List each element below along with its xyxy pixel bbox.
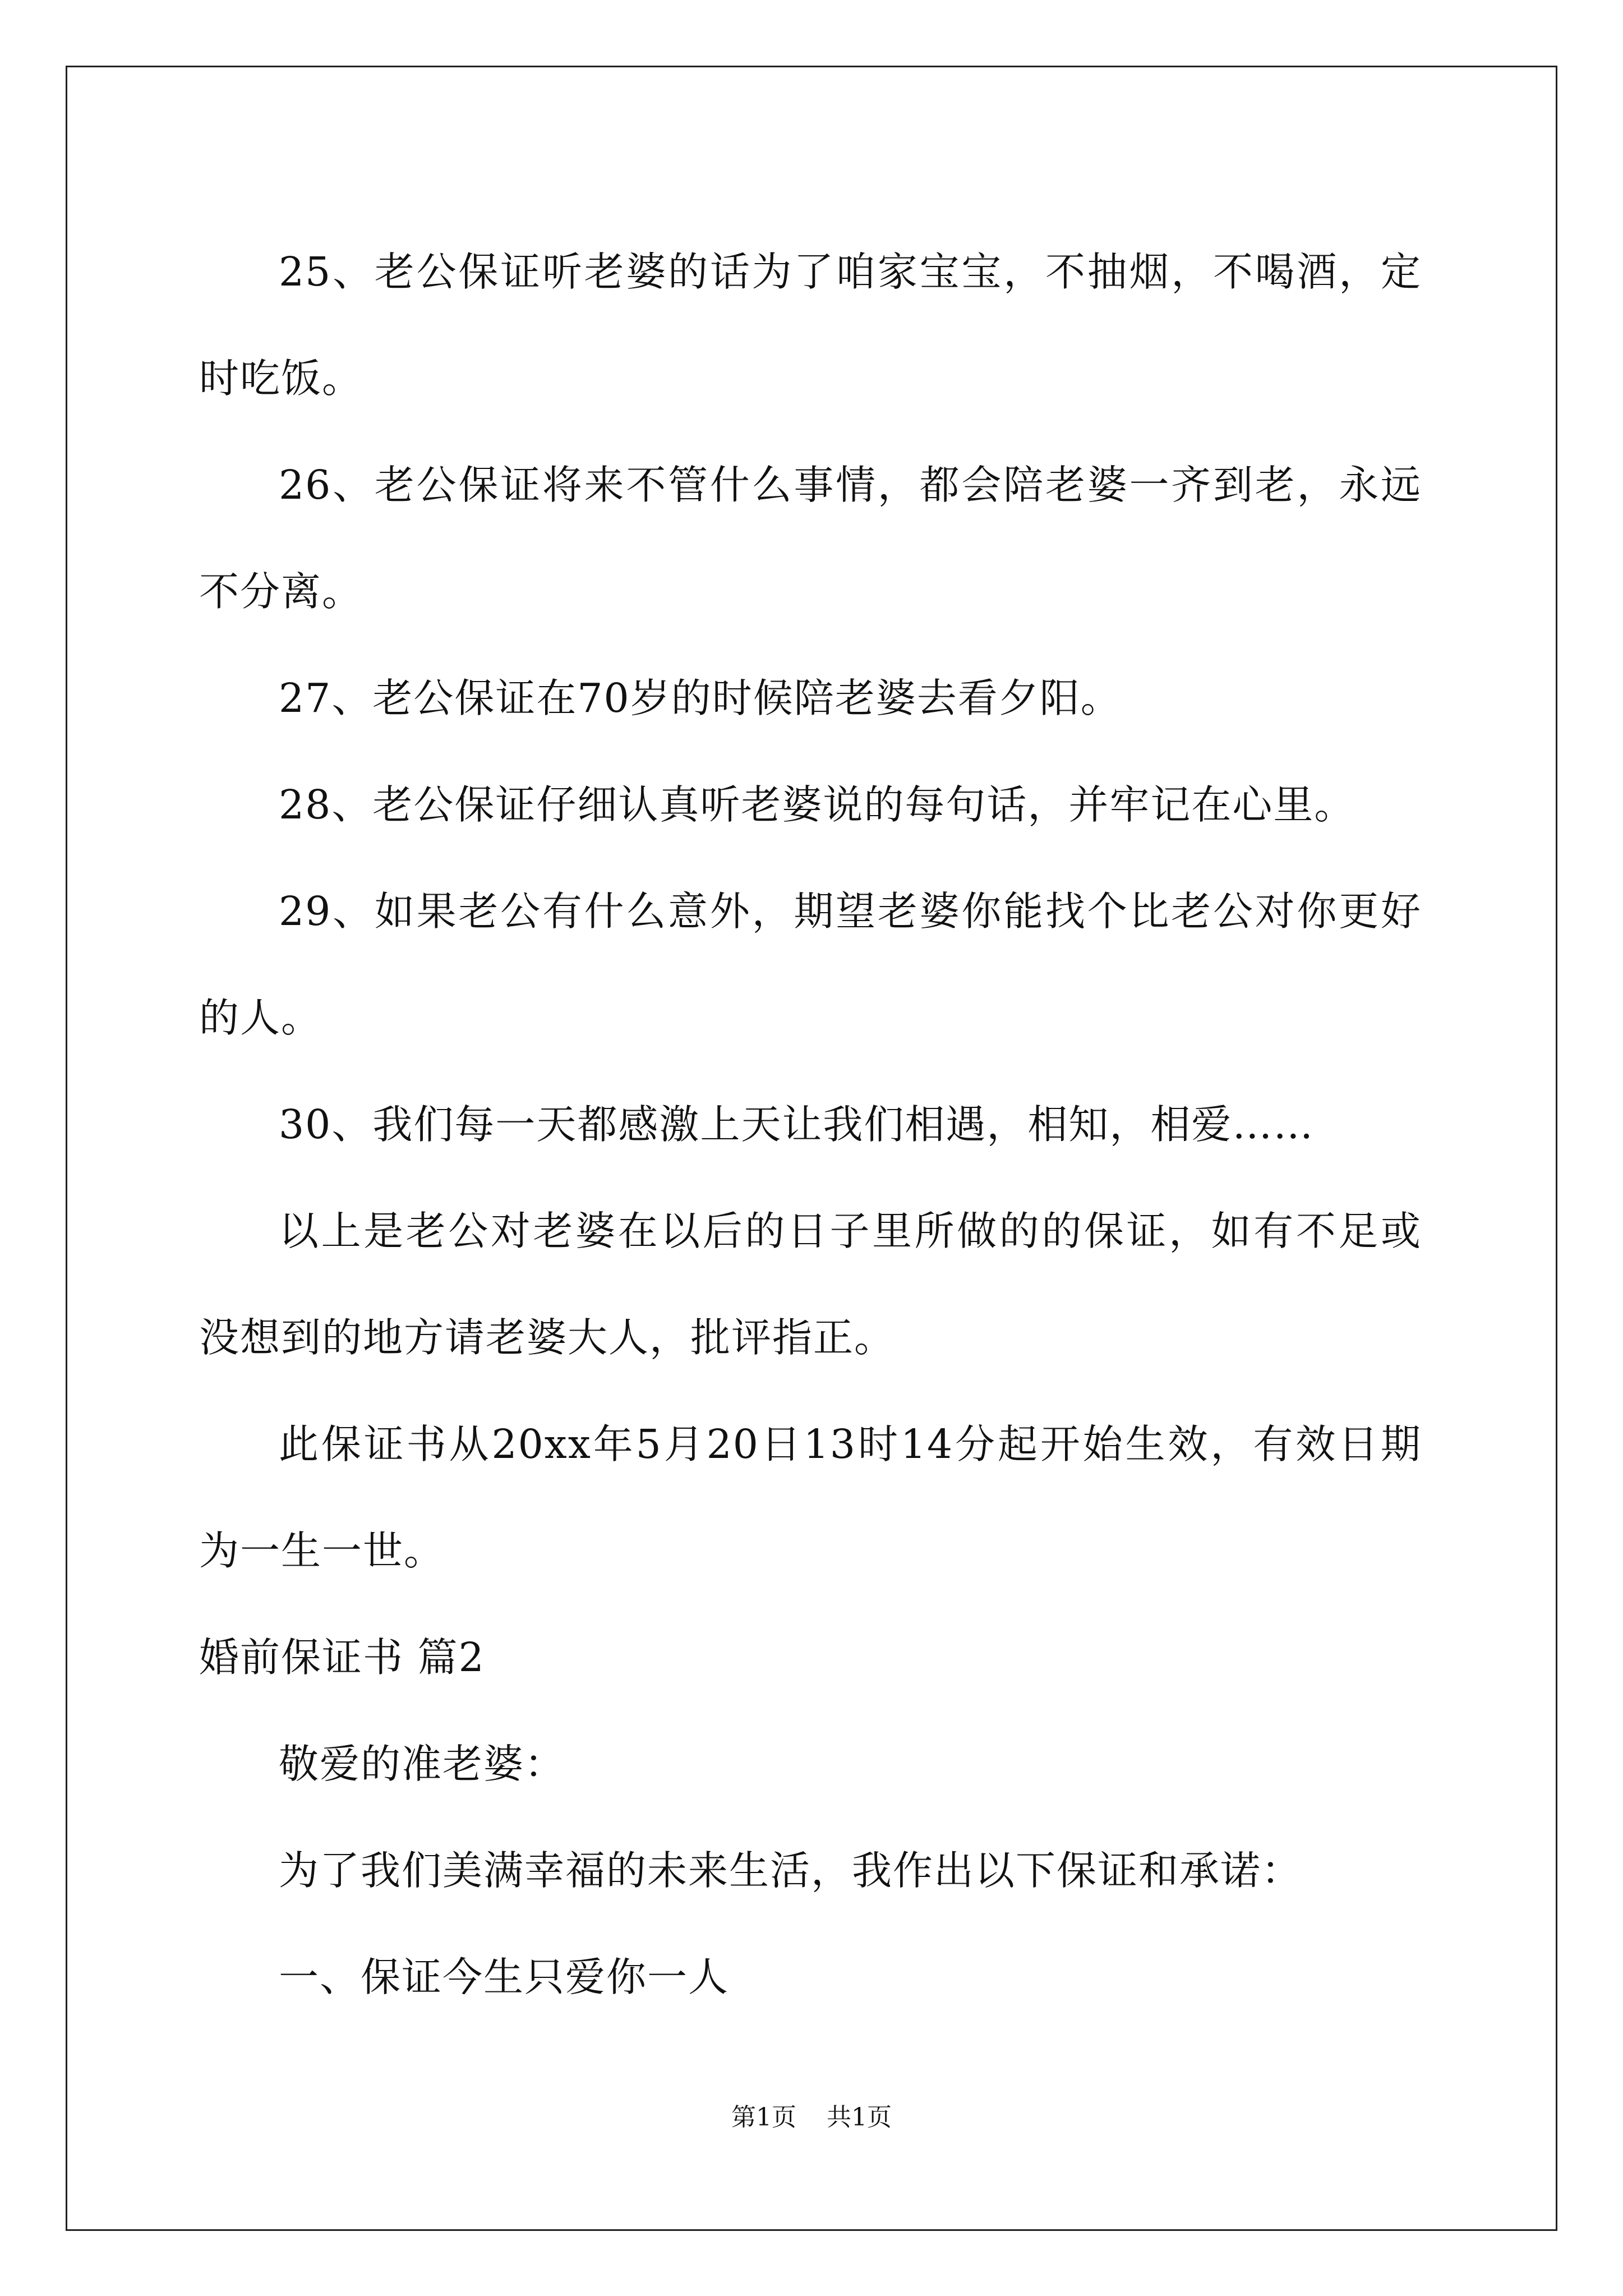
paragraph-item-25: 25、老公保证听老婆的话为了咱家宝宝，不抽烟，不喝酒，定时吃饭。 (199, 249, 1422, 402)
paragraph-promise-1: 一、保证今生只爱你一人 (279, 1954, 730, 2000)
paragraph-effective-date: 此保证书从20xx年5月20日13时14分起开始生效，有效日期为一生一世。 (199, 1421, 1422, 1574)
paragraph-item-29: 29、如果老公有什么意外，期望老婆你能找个比老公对你更好的人。 (199, 888, 1422, 1041)
section-heading: 婚前保证书 篇2 (199, 1634, 485, 1681)
salutation: 敬爱的准老婆： (279, 1741, 566, 1787)
paragraph-item-26: 26、老公保证将来不管什么事情，都会陪老婆一齐到老，永远不分离。 (199, 462, 1422, 615)
paragraph-item-30: 30、我们每一天都感激上天让我们相遇，相知，相爱…… (279, 1101, 1315, 1148)
paragraph-intro: 为了我们美满幸福的未来生活，我作出以下保证和承诺： (279, 1847, 1303, 1894)
paragraph-item-28: 28、老公保证仔细认真听老婆说的每句话，并牢记在心里。 (279, 781, 1355, 828)
document-body (199, 219, 1422, 2031)
page-number: 第1页 (731, 2103, 796, 2132)
page-total: 共1页 (827, 2103, 892, 2132)
page-footer (0, 2101, 1623, 2134)
paragraph-summary: 以上是老公对老婆在以后的日子里所做的的保证，如有不足或没想到的地方请老婆大人，批评指正。 (199, 1208, 1422, 1361)
paragraph-item-27: 27、老公保证在70岁的时候陪老婆去看夕阳。 (279, 675, 1122, 721)
